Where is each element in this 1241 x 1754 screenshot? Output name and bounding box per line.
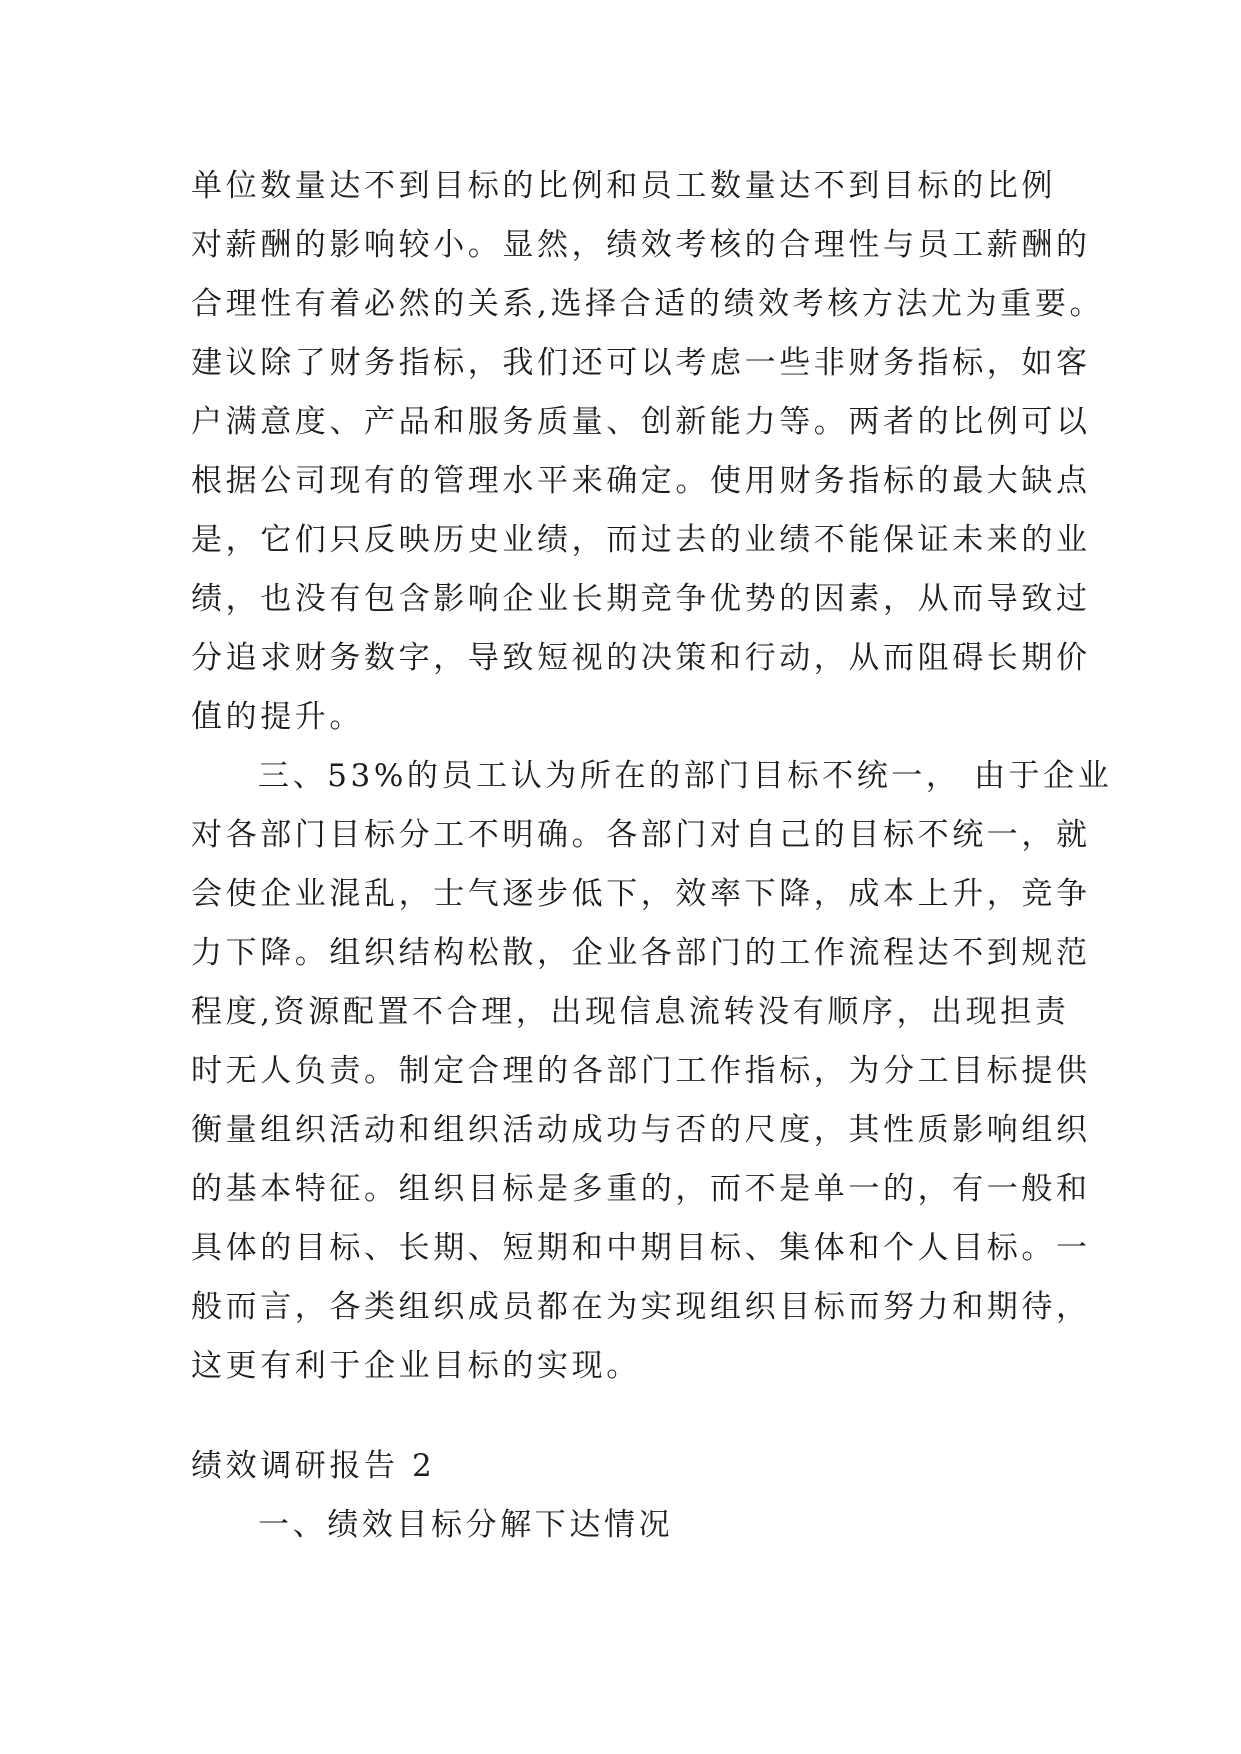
paragraph-line: 合理性有着必然的关系,选择合适的绩效考核方法尤为重要。 xyxy=(191,286,1105,322)
paragraph-line: 户满意度、产品和服务质量、创新能力等。两者的比例可以 xyxy=(191,404,1091,440)
paragraph-line: 程度,资源配置不合理，出现信息流转没有顺序，出现担责 xyxy=(191,994,1070,1030)
paragraph-line: 根据公司现有的管理水平来确定。使用财务指标的最大缺点 xyxy=(191,463,1091,499)
paragraph-line: 值的提升。 xyxy=(191,699,364,735)
paragraph-line: 分追求财务数字，导致短视的决策和行动，从而阻碍长期价 xyxy=(191,640,1091,676)
paragraph-line: 的基本特征。组织目标是多重的，而不是单一的，有一般和 xyxy=(191,1171,1091,1207)
paragraph-line: 具体的目标、长期、短期和中期目标、集体和个人目标。一 xyxy=(191,1230,1091,1266)
section-title: 绩效调研报告 2 xyxy=(191,1448,436,1484)
paragraph-line: 衡量组织活动和组织活动成功与否的尺度，其性质影响组织 xyxy=(191,1112,1091,1148)
paragraph-line: 般而言，各类组织成员都在为实现组织目标而努力和期待， xyxy=(191,1289,1091,1325)
paragraph-line: 时无人负责。制定合理的各部门工作指标，为分工目标提供 xyxy=(191,1053,1091,1089)
paragraph-line: 单位数量达不到目标的比例和员工数量达不到目标的比例 xyxy=(191,168,1056,204)
paragraph-line: 这更有利于企业目标的实现。 xyxy=(191,1348,641,1384)
paragraph-line: 三、53%的员工认为所在的部门目标不统一， 由于企业 xyxy=(258,758,1113,794)
paragraph-line: 对各部门目标分工不明确。各部门对自己的目标不统一，就 xyxy=(191,817,1091,853)
paragraph-line: 力下降。组织结构松散，企业各部门的工作流程达不到规范 xyxy=(191,935,1091,971)
paragraph-line: 会使企业混乱，士气逐步低下，效率下降，成本上升，竞争 xyxy=(191,876,1091,912)
subsection-title: 一、绩效目标分解下达情况 xyxy=(258,1507,674,1543)
paragraph-line: 绩，也没有包含影响企业长期竞争优势的因素，从而导致过 xyxy=(191,581,1091,617)
paragraph-line: 建议除了财务指标，我们还可以考虑一些非财务指标，如客 xyxy=(191,345,1091,381)
paragraph-line: 是，它们只反映历史业绩，而过去的业绩不能保证未来的业 xyxy=(191,522,1091,558)
paragraph-line: 对薪酬的影响较小。显然，绩效考核的合理性与员工薪酬的 xyxy=(191,227,1091,263)
